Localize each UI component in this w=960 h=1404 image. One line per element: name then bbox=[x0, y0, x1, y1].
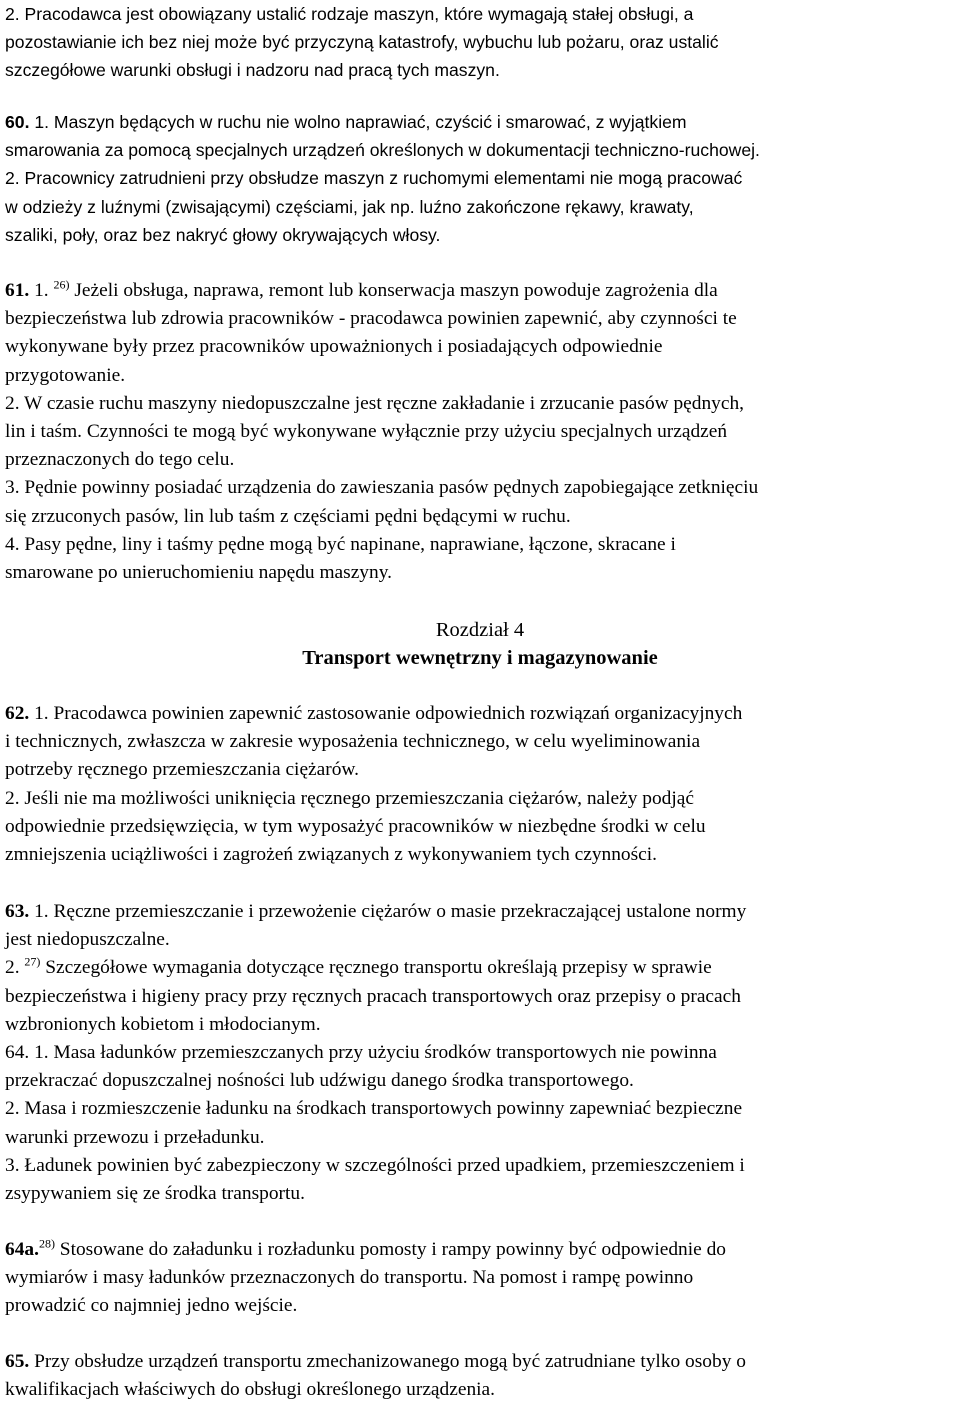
text-line: przekraczać dopuszczalnej nośności lub udźwigu danego środka transportowego. bbox=[5, 1070, 634, 1092]
text-line: prowadzić co najmniej jedno wejście. bbox=[5, 1295, 298, 1317]
text-line: 64. 1. Masa ładunków przemieszczanych przy użyciu środków transportowych nie powinna bbox=[5, 1042, 717, 1064]
paragraph-number: 63. bbox=[5, 901, 30, 922]
paragraph-65 bbox=[5, 1348, 955, 1404]
text-line: wzbronionych kobietom i młodocianym. bbox=[5, 1013, 321, 1035]
paragraph-60 bbox=[5, 108, 955, 249]
chapter-title: Transport wewnętrzny i magazynowanie bbox=[302, 647, 658, 670]
text-line: szaliki, poły, oraz bez nakryć głowy okrywających włosy. bbox=[5, 224, 441, 245]
paragraph-number: 60. bbox=[5, 112, 30, 132]
text-line: odpowiednie przedsięwzięcia, w tym wyposażyć pracowników w niezbędne środki w celu bbox=[5, 815, 706, 837]
text-line: jest niedopuszczalne. bbox=[5, 929, 170, 951]
footnote-ref: 27) bbox=[24, 954, 41, 969]
text-line: 2. Jeśli nie ma możliwości uniknięcia ręcznego przemieszczania ciężarów, należy podjąć bbox=[5, 787, 694, 809]
footnote-ref: 26) bbox=[53, 277, 70, 292]
text-line: Jeżeli obsługa, naprawa, remont lub konserwacja maszyn powoduje zagrożenia dla bbox=[69, 280, 718, 301]
text-line: zsypywaniem się ze środka transportu. bbox=[5, 1183, 305, 1205]
text-line: przeznaczonych do tego celu. bbox=[5, 449, 235, 471]
text-line: Stosowane do załadunku i rozładunku pomosty i rampy powinny być odpowiednie do bbox=[54, 1239, 726, 1260]
chapter-label: Rozdział 4 bbox=[435, 619, 525, 641]
paragraph-64a bbox=[5, 1236, 955, 1321]
text-line: lin i taśm. Czynności te mogą być wykonywane wyłącznie przy użyciu specjalnych urządzeń bbox=[5, 421, 728, 443]
text-line: 1. Pracodawca powinien zapewnić zastosowanie odpowiednich rozwiązań organizacyjnych bbox=[29, 703, 743, 724]
text-line: smarowania za pomocą specjalnych urządzeń określonych w dokumentacji techniczno-ruchowej. bbox=[5, 140, 760, 161]
text-line: bezpieczeństwa i higieny pracy przy ręcznych pracach transportowych oraz przepisy o pracach bbox=[5, 985, 741, 1007]
text-line: kwalifikacjach właściwych do obsługi określonego urządzenia. bbox=[5, 1379, 495, 1401]
text-line: potrzeby ręcznego przemieszczania ciężarów. bbox=[5, 759, 360, 781]
paragraph-number: 61. bbox=[5, 280, 30, 301]
paragraph-number: 65. bbox=[5, 1351, 30, 1372]
text-line: szczegółowe warunki obsługi i nadzoru nad pracą tych maszyn. bbox=[5, 60, 500, 81]
text-line: 2. Masa i rozmieszczenie ładunku na środkach transportowych powinny zapewniać bezpieczne bbox=[5, 1098, 743, 1120]
text-line: 3. Ładunek powinien być zabezpieczony w szczególności przed upadkiem, przemieszczeniem i bbox=[5, 1154, 745, 1176]
text-line: Szczegółowe wymagania dotyczące ręcznego transportu określają przepisy w sprawie bbox=[40, 957, 712, 979]
text-line: 4. Pasy pędne, liny i taśmy pędne mogą być napinane, naprawiane, łączone, skracane i bbox=[5, 533, 676, 555]
text-line: 2. W czasie ruchu maszyny niedopuszczalne jest ręczne zakładanie i zrzucanie pasów pędnych, bbox=[5, 392, 745, 414]
text-line: się zrzuconych pasów, lin lub taśm z częściami pędni będącymi w ruchu. bbox=[5, 505, 571, 527]
chapter-heading bbox=[5, 616, 955, 672]
paragraph-61 bbox=[5, 277, 955, 587]
text-line: 2. Pracownicy zatrudnieni przy obsłudze maszyn z ruchomymi elementami nie mogą pracować bbox=[5, 168, 743, 189]
subsection-number: 1. bbox=[29, 280, 54, 301]
footnote-ref: 28) bbox=[38, 1236, 55, 1251]
paragraph-63 bbox=[5, 898, 955, 1208]
text-line: bezpieczeństwa lub zdrowia pracowników - pracodawca powinien zapewnić, aby czynności te bbox=[5, 308, 737, 330]
text-line: zmniejszenia uciążliwości i zagrożeń związanych z wykonywaniem tych czynności. bbox=[5, 844, 658, 866]
text-line: pozostawianie ich bez niej może być przyczyną katastrofy, wybuchu lub pożaru, oraz ustalić bbox=[5, 32, 719, 53]
text-line: 2. Pracodawca jest obowiązany ustalić rodzaje maszyn, które wymagają stałej obsługi, a bbox=[5, 4, 694, 24]
paragraph-number: 62. bbox=[5, 703, 30, 724]
text-line: i technicznych, zwłaszcza w zakresie wyposażenia technicznego, w celu wyeliminowania bbox=[5, 731, 701, 753]
text-line: Przy obsłudze urządzeń transportu zmechanizowanego mogą być zatrudniane tylko osoby o bbox=[29, 1351, 746, 1372]
text-line: 1. Ręczne przemieszczanie i przewożenie ciężarów o masie przekraczającej ustalone normy bbox=[29, 901, 747, 922]
paragraph-62 bbox=[5, 700, 955, 869]
subsection-number: 2. bbox=[5, 957, 25, 979]
text-line: w odzieży z luźnymi (zwisającymi) częściami, jak np. luźno zakończone rękawy, krawaty, bbox=[5, 196, 694, 217]
paragraph-59-2 bbox=[5, 0, 955, 85]
text-line: smarowane po unieruchomieniu napędu maszyny. bbox=[5, 562, 392, 584]
text-line: wymiarów i masy ładunków przeznaczonych do transportu. Na pomost i rampę powinno bbox=[5, 1267, 694, 1289]
text-line: 3. Pędnie powinny posiadać urządzenia do zawieszania pasów pędnych zapobiegające zetknięciu bbox=[5, 477, 759, 499]
paragraph-number: 64a. bbox=[5, 1239, 39, 1260]
text-line: warunki przewozu i przeładunku. bbox=[5, 1126, 265, 1148]
text-line: 1. Maszyn będących w ruchu nie wolno naprawiać, czyścić i smarować, z wyjątkiem bbox=[29, 112, 687, 132]
text-line: wykonywane były przez pracowników upoważnionych i posiadających odpowiednie bbox=[5, 336, 663, 358]
text-line: przygotowanie. bbox=[5, 364, 126, 386]
